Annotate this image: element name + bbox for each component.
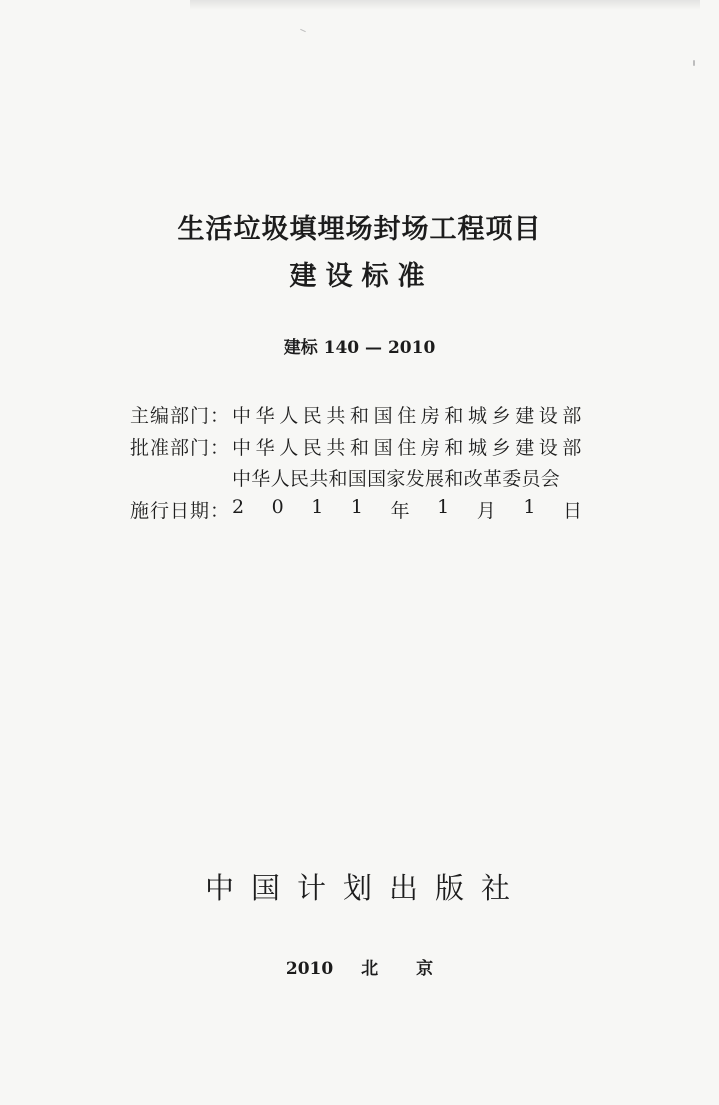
date-char: 日 xyxy=(562,499,582,522)
publication-city: 北京 xyxy=(361,959,472,979)
date-char: 1 xyxy=(523,495,536,518)
scan-bleed-through xyxy=(190,0,700,10)
date-char: 1 xyxy=(350,495,364,518)
date-char: 0 xyxy=(271,495,284,518)
approver-value-2: 中华人民共和国国家发展和改革委员会 xyxy=(232,468,561,490)
date-char: 2 xyxy=(232,495,245,518)
standard-code: 建标 140 — 2010 xyxy=(283,338,436,358)
approver-row-2 xyxy=(130,464,600,496)
approver-label: 批准部门： xyxy=(130,436,231,459)
date-char: 1 xyxy=(437,495,450,518)
effective-date-label: 施行日期： xyxy=(130,499,231,522)
publisher-name: 中国计划出版社 xyxy=(204,871,527,905)
publication-info xyxy=(0,954,719,979)
effective-date-row xyxy=(130,496,600,528)
document-title-line-1: 生活垃圾填埋场封场工程项目 xyxy=(177,214,542,245)
scan-speck xyxy=(300,29,306,32)
editor-value: 中华人民共和国住房和城乡建设部 xyxy=(232,405,587,427)
date-char: 1 xyxy=(311,495,324,518)
approver-row xyxy=(130,433,600,465)
document-metadata xyxy=(130,401,600,527)
approver-value-1: 中华人民共和国住房和城乡建设部 xyxy=(232,436,587,459)
publication-year: 2010 xyxy=(285,959,334,979)
editor-row xyxy=(130,401,600,433)
effective-date-value xyxy=(232,496,582,523)
date-char: 年 xyxy=(390,499,410,522)
date-char: 月 xyxy=(476,499,496,522)
document-title-line-2: 建设标准 xyxy=(289,261,434,292)
scan-speck xyxy=(693,60,695,66)
editor-label: 主编部门： xyxy=(130,405,231,427)
